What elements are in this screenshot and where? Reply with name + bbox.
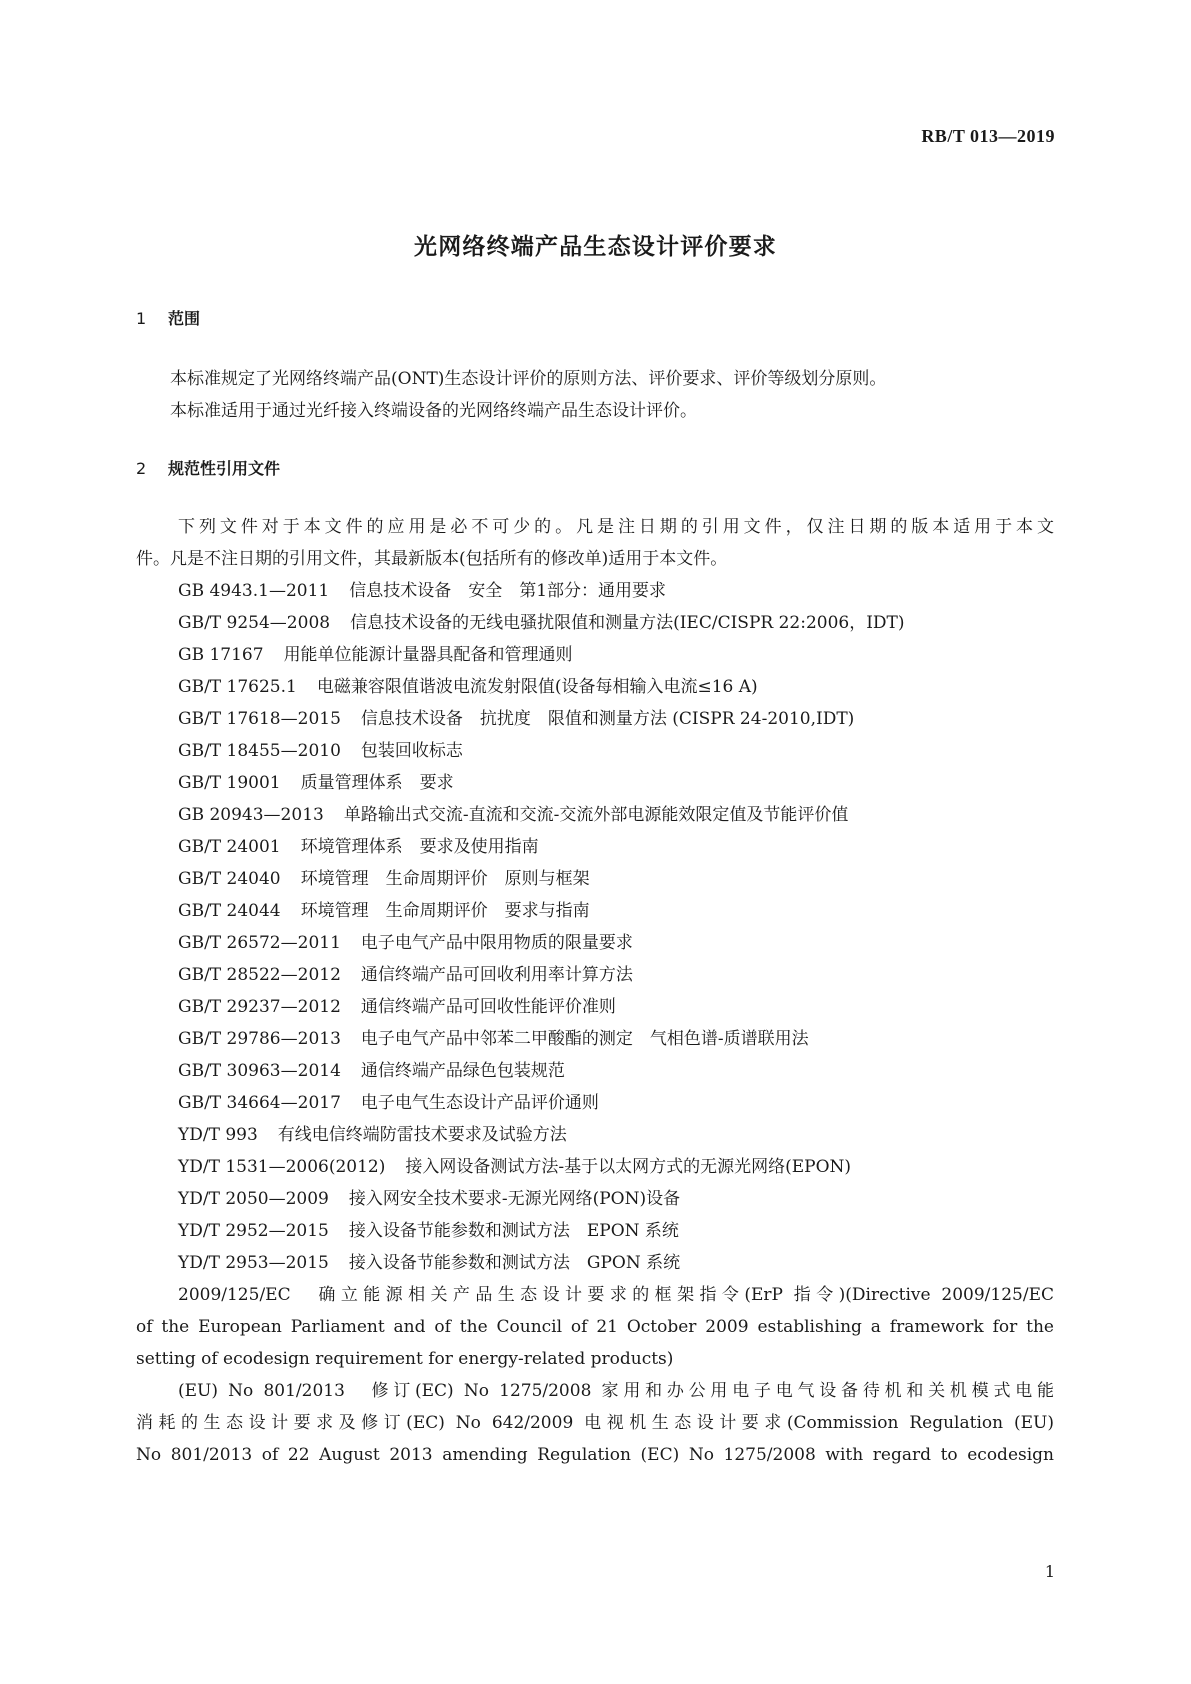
reference-title: 环境管理 生命周期评价 原则与框架 [300,869,590,889]
reference-code: GB/T 17618—2015 [178,709,341,729]
references-body [136,511,1054,1471]
reference-code: YD/T 1531—2006(2012) [178,1157,386,1177]
reference-title: 有线电信终端防雷技术要求及试验方法 [277,1125,567,1145]
scope-paragraph: 本标准适用于通过光纤接入终端设备的光网络终端产品生态设计评价。 [170,401,697,421]
section-heading-normative-references [136,456,280,479]
reference-code: GB/T 34664—2017 [178,1093,341,1113]
reference-item [136,607,1054,639]
reference-item [136,831,1054,863]
reference-title: 电磁兼容限值谐波电流发射限值(设备每相输入电流≤16 A) [316,677,758,697]
reference-item [136,639,1054,671]
reference-code: GB 20943—2013 [178,805,324,825]
intro-line: 件。凡是不注日期的引用文件，其最新版本(包括所有的修改单)适用于本文件。 [136,549,728,569]
reference-item [136,927,1054,959]
reference-item [136,575,1054,607]
document-title: 光网络终端产品生态设计评价要求 [414,234,777,260]
reference-title: 接入网安全技术要求-无源光网络(PON)设备 [348,1189,681,1209]
reference-title: 包装回收标志 [360,741,463,761]
section-number: 1 [136,309,147,328]
reference-code: GB/T 9254—2008 [178,613,331,633]
scope-paragraph: 本标准规定了光网络终端产品(ONT)生态设计评价的原则方法、评价要求、评价等级划分原则。 [170,369,887,389]
reference-item [136,735,1054,767]
reference-title: 质量管理体系 要求 [300,773,454,793]
reference-code: GB/T 24040 [178,869,281,889]
reference-title: 通信终端产品可回收性能评价准则 [360,997,616,1017]
section-title: 规范性引用文件 [168,459,281,478]
standard-code: RB/T 013—2019 [921,126,1055,146]
reference-title: 电子电气生态设计产品评价通则 [360,1093,599,1113]
directive-line: of the European Parliament and of the Council of 21 October 2009 establishing a framework for the [136,1317,1054,1337]
reference-item [136,767,1054,799]
reference-code: GB/T 30963—2014 [178,1061,341,1081]
directive-line: 2009/125/EC 确立能源相关产品生态设计要求的框架指令(ErP 指令)(Directive 2009/125/EC [178,1285,1054,1305]
reference-code: YD/T 2050—2009 [178,1189,329,1209]
directive-line: setting of ecodesign requirement for energy-related products) [136,1349,674,1369]
section-title: 范围 [168,309,201,328]
reference-title: 通信终端产品绿色包装规范 [360,1061,565,1081]
reference-title: 接入设备节能参数和测试方法 EPON 系统 [348,1221,679,1241]
reference-title: 通信终端产品可回收利用率计算方法 [360,965,633,985]
reference-item [136,1215,1054,1247]
reference-title: 电子电气产品中邻苯二甲酸酯的测定 气相色谱-质谱联用法 [360,1029,809,1049]
reference-title: 信息技术设备 安全 第1部分：通用要求 [349,581,667,601]
reference-code: GB/T 19001 [178,773,281,793]
reference-list [136,575,1054,1279]
reference-title: 接入网设备测试方法-基于以太网方式的无源光网络(EPON) [405,1157,852,1177]
reference-code: GB/T 24044 [178,901,281,921]
reference-item [136,1023,1054,1055]
reference-code: YD/T 2952—2015 [178,1221,329,1241]
reference-code: GB 4943.1—2011 [178,581,330,601]
intro-line: 下列文件对于本文件的应用是必不可少的。凡是注日期的引用文件，仅注日期的版本适用于本文 [178,517,1054,537]
reference-title: 接入设备节能参数和测试方法 GPON 系统 [348,1253,681,1273]
reference-title: 环境管理 生命周期评价 要求与指南 [300,901,590,921]
scope-body [136,363,1054,427]
section-number: 2 [136,459,147,478]
reference-code: GB/T 29237—2012 [178,997,341,1017]
reference-item [136,1247,1054,1279]
reference-code: YD/T 993 [178,1125,258,1145]
reference-code: GB/T 17625.1 [178,677,297,697]
reference-item [136,671,1054,703]
reference-item [136,703,1054,735]
regulation-line: (EU) No 801/2013 修订(EC) No 1275/2008 家用和办公用电子电气设备待机和关机模式电能 [178,1381,1054,1401]
reference-item [136,799,1054,831]
reference-code: GB/T 26572—2011 [178,933,341,953]
reference-item [136,1183,1054,1215]
regulation-line: 消耗的生态设计要求及修订(EC) No 642/2009 电视机生态设计要求(Commission Regulation (EU) [136,1413,1054,1433]
regulation-line: No 801/2013 of 22 August 2013 amending Regulation (EC) No 1275/2008 with regard to ecodesign [136,1445,1054,1465]
reference-item [136,991,1054,1023]
reference-title: 单路输出式交流-直流和交流-交流外部电源能效限定值及节能评价值 [343,805,849,825]
reference-code: GB/T 28522—2012 [178,965,341,985]
reference-code: YD/T 2953—2015 [178,1253,329,1273]
page-number: 1 [1044,1562,1055,1581]
reference-title: 电子电气产品中限用物质的限量要求 [360,933,633,953]
reference-title: 用能单位能源计量器具配备和管理通则 [283,645,573,665]
reference-item [136,1119,1054,1151]
reference-item [136,959,1054,991]
reference-title: 环境管理体系 要求及使用指南 [300,837,539,857]
reference-item [136,1055,1054,1087]
reference-title: 信息技术设备 抗扰度 限值和测量方法 (CISPR 24-2010,IDT) [360,709,855,729]
reference-item [136,1151,1054,1183]
reference-item [136,863,1054,895]
reference-item [136,895,1054,927]
reference-code: GB 17167 [178,645,264,665]
reference-item [136,1087,1054,1119]
reference-title: 信息技术设备的无线电骚扰限值和测量方法(IEC/CISPR 22:2006，IDT) [350,613,905,633]
section-heading-scope [136,306,200,329]
reference-code: GB/T 18455—2010 [178,741,341,761]
reference-code: GB/T 24001 [178,837,281,857]
reference-code: GB/T 29786—2013 [178,1029,341,1049]
